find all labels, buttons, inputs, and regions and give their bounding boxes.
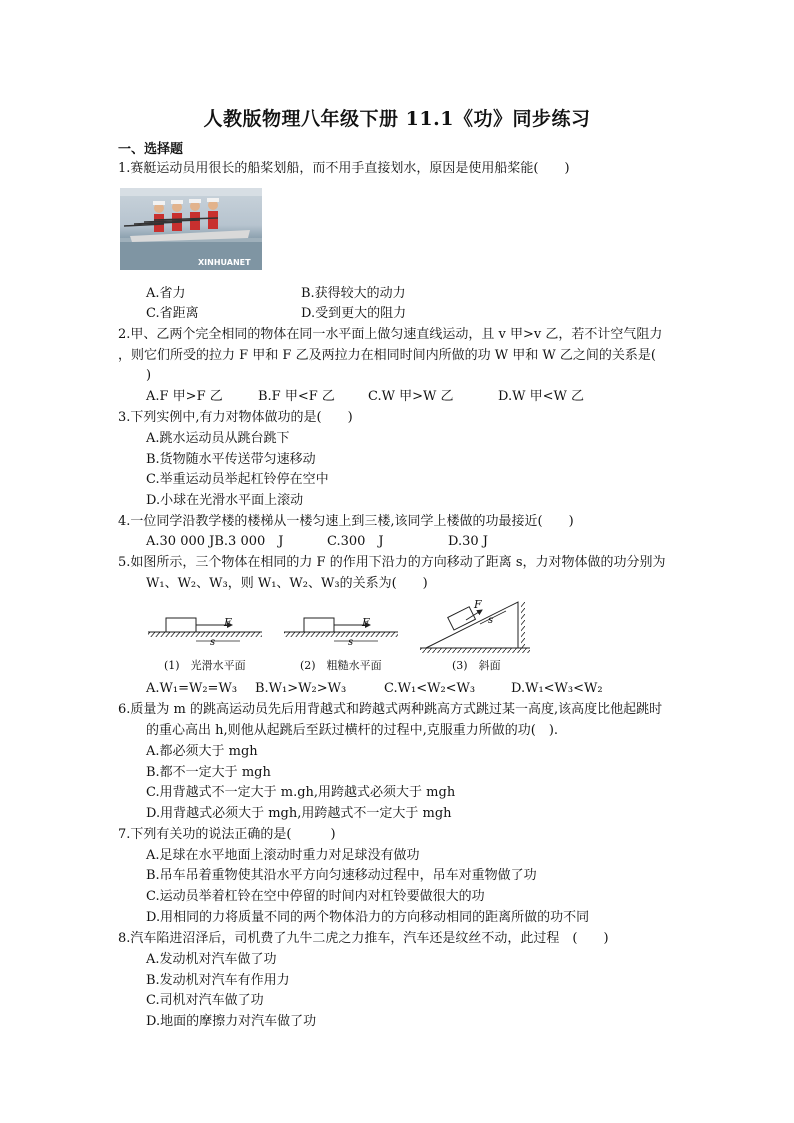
q5-stem-line1: 5.如图所示，三个物体在相同的力 F 的作用下沿力的方向移动了距离 s，力对物体做的功分别为 (118, 555, 666, 570)
fig3-force-label: F (474, 598, 482, 611)
panel-rough-surface (284, 618, 398, 641)
q1-option-b: B.获得较大的动力 (301, 286, 406, 301)
fig1-dist-label: s (210, 637, 216, 648)
q6-option-c: C.用背越式不一定大于 m.gh,用跨越式必须大于 mgh (146, 785, 456, 800)
fig3-dist-label: s (488, 615, 494, 626)
q3-option-b: B.货物随水平传送带匀速移动 (146, 452, 316, 467)
q2-option-a: A.F 甲>F 乙 (146, 389, 223, 404)
fig2-caption: (2) 粗糙水平面 (300, 659, 382, 672)
photo-watermark: XINHUANET (198, 258, 251, 267)
q8-option-b: B.发动机对汽车有作用力 (146, 973, 290, 988)
q4-option-d: D.30 J (448, 534, 488, 549)
q6-option-d: D.用背越式必须大于 mgh,用跨越式不一定大于 mgh (146, 806, 452, 821)
q6-option-a: A.都必须大于 mgh (146, 744, 258, 759)
fig2-dist-label: s (348, 637, 354, 648)
q8-option-c: C.司机对汽车做了功 (146, 993, 264, 1008)
q7-stem: 7.下列有关功的说法正确的是( ) (118, 827, 336, 842)
q2-stem-line1: 2.甲、乙两个完全相同的物体在同一水平面上做匀速直线运动，且 v 甲>v 乙，若不计空气阻力 (118, 327, 663, 342)
q2-stem-line2: ，则它们所受的拉力 F 甲和 F 乙及两拉力在相同时间内所做的功 W 甲和 W 乙之间的关系是( (118, 348, 656, 363)
q3-stem: 3.下列实例中,有力对物体做功的是( ) (118, 410, 353, 425)
q8-stem: 8.汽车陷进沼泽后，司机费了九牛二虎之力推车，汽车还是纹丝不动，此过程 ( ) (118, 931, 609, 946)
q2-option-b: B.F 甲<F 乙 (258, 389, 335, 404)
fig3-caption: (3) 斜面 (452, 659, 501, 672)
q3-option-a: A.跳水运动员从跳台跳下 (146, 431, 290, 446)
q7-option-d: D.用相同的力将质量不同的两个物体沿力的方向移动相同的距离所做的功不同 (146, 910, 590, 925)
rowing-photo (120, 188, 262, 270)
q7-option-b: B.吊车吊着重物使其沿水平方向匀速移动过程中，吊车对重物做了功 (146, 868, 537, 883)
panel-smooth-surface (148, 618, 262, 641)
q2-stem-line3: ) (146, 368, 152, 383)
q5-option-b: B.W₁>W₂>W₃ (255, 681, 347, 696)
q5-option-d: D.W₁<W₃<W₂ (511, 681, 603, 696)
q6-stem-line1: 6.质量为 m 的跳高运动员先后用背越式和跨越式两种跳高方式跳过某一高度,该高度比他起跳时 (118, 702, 663, 717)
q8-option-d: D.地面的摩擦力对汽车做了功 (146, 1014, 317, 1029)
q6-stem-line2: 的重心高出 h,则他从起跳后至跃过横杆的过程中,克服重力所做的功( ). (146, 723, 559, 738)
fig1-caption: (1) 光滑水平面 (164, 659, 246, 672)
section-heading: 一、选择题 (118, 142, 184, 157)
q1-option-c: C.省距离 (146, 306, 199, 321)
q1-option-d: D.受到更大的阻力 (301, 306, 407, 321)
q4-stem: 4.一位同学沿教学楼的楼梯从一楼匀速上到三楼,该同学上楼做的功最接近( ) (118, 514, 574, 529)
q4-option-c: C.300 J (327, 534, 384, 549)
q3-option-d: D.小球在光滑水平面上滚动 (146, 493, 304, 508)
q1-option-a: A.省力 (146, 286, 186, 301)
q5-stem-line2: W₁、W₂、W₃，则 W₁、W₂、W₃的关系为( ) (146, 576, 428, 591)
fig1-force-label: F (224, 616, 232, 629)
q1-stem: 1.赛艇运动员用很长的船桨划船，而不用手直接划水，原因是使用船桨能( ) (118, 161, 570, 176)
q8-option-a: A.发动机对汽车做了功 (146, 952, 277, 967)
q4-option-ab: A.30 000 JB.3 000 J (146, 534, 284, 549)
fig2-force-label: F (362, 616, 370, 629)
q7-option-c: C.运动员举着杠铃在空中停留的时间内对杠铃要做很大的功 (146, 889, 485, 904)
q7-option-a: A.足球在水平地面上滚动时重力对足球没有做功 (146, 848, 420, 863)
page-title: 人教版物理八年级下册 11.1《功》同步练习 (203, 108, 591, 130)
q5-option-a: A.W₁=W₂=W₃ (146, 681, 238, 696)
q5-option-c: C.W₁<W₂<W₃ (384, 681, 476, 696)
q2-option-c: C.W 甲>W 乙 (368, 389, 454, 404)
q3-option-c: C.举重运动员举起杠铃停在空中 (146, 472, 329, 487)
q6-option-b: B.都不一定大于 mgh (146, 765, 271, 780)
q2-option-d: D.W 甲<W 乙 (498, 389, 584, 404)
